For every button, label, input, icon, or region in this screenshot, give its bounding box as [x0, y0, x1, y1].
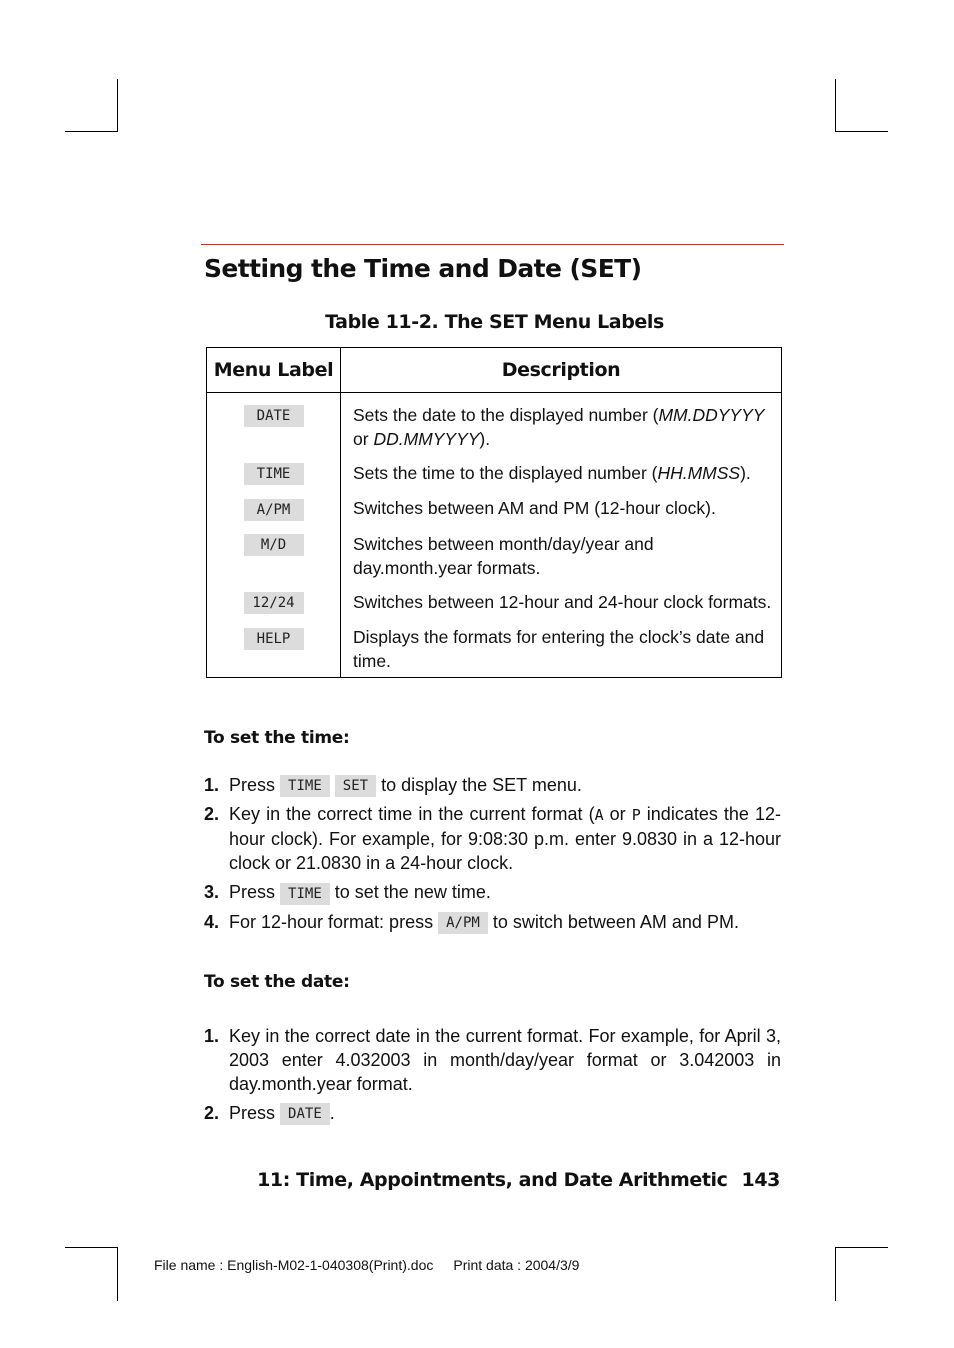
- chapter-title: 11: Time, Appointments, and Date Arithmetic: [257, 1169, 728, 1191]
- set-menu-table: [206, 347, 782, 678]
- section-rule: [201, 244, 784, 245]
- set-key[interactable]: SET: [335, 775, 376, 797]
- set-date-heading: To set the date:: [204, 972, 350, 992]
- list-item: 4. For 12-hour format: press A/PM to switch between AM and PM.: [204, 910, 781, 934]
- table-row: [207, 393, 782, 452]
- table-caption: Table 11-2. The SET Menu Labels: [325, 311, 664, 333]
- ampm-key[interactable]: A/PM: [438, 912, 488, 934]
- table-row: [207, 451, 782, 486]
- time-key[interactable]: TIME: [280, 775, 330, 797]
- date-menu-key[interactable]: DATE: [244, 405, 304, 427]
- crop-mark-bottom-right-h: [835, 1247, 888, 1248]
- table-row: [207, 486, 782, 521]
- table-row: [207, 522, 782, 580]
- list-item: 3. Press TIME to set the new time.: [204, 880, 781, 904]
- clock-format-menu-key[interactable]: 12/24: [244, 592, 304, 614]
- list-item: 1. Press TIME SET to display the SET menu.: [204, 773, 781, 797]
- set-date-steps: [204, 1024, 781, 1130]
- md-menu-key[interactable]: M/D: [244, 534, 304, 556]
- row-description: Switches between month/day/year and day.month.year formats.: [341, 522, 782, 580]
- pm-annunciator: P: [631, 806, 641, 825]
- section-title: Setting the Time and Date (SET): [204, 254, 642, 283]
- set-time-steps: [204, 773, 781, 939]
- list-item: 2. Press DATE .: [204, 1101, 781, 1125]
- column-header-description: Description: [341, 348, 782, 393]
- time-key[interactable]: TIME: [280, 883, 330, 905]
- row-description: Displays the formats for entering the clock’s date and time.: [341, 615, 782, 678]
- crop-mark-bottom-left-h: [65, 1247, 118, 1248]
- file-info: [154, 1257, 579, 1273]
- column-header-menu-label: Menu Label: [207, 348, 341, 393]
- am-annunciator: A: [594, 806, 604, 825]
- crop-mark-bottom-right-v: [835, 1247, 836, 1301]
- table-row: [207, 580, 782, 615]
- row-description: Switches between AM and PM (12-hour clock).: [341, 486, 782, 521]
- help-menu-key[interactable]: HELP: [244, 628, 304, 650]
- crop-mark-top-left-h: [65, 131, 118, 132]
- file-name: File name : English-M02-1-040308(Print).doc: [154, 1257, 434, 1273]
- date-key[interactable]: DATE: [280, 1103, 330, 1125]
- table-row: [207, 615, 782, 678]
- crop-mark-top-right-h: [835, 131, 888, 132]
- row-description: Switches between 12-hour and 24-hour clock formats.: [341, 580, 782, 615]
- crop-mark-bottom-left-v: [117, 1247, 118, 1301]
- crop-mark-top-right-v: [835, 79, 836, 132]
- row-description: Sets the time to the displayed number (HH.MMSS).: [341, 451, 782, 486]
- page-number: 143: [741, 1169, 780, 1191]
- row-description: Sets the date to the displayed number (MM.DDYYYY or DD.MMYYYY).: [341, 393, 782, 452]
- list-item: 2. Key in the correct time in the current format (A or P indicates the 12-hour clock). For example, for 9:08:30 p.m. enter 9.0830 in a 12-hour clock or 21.0830 in a 24-hour clock.: [204, 804, 781, 874]
- print-date: Print data : 2004/3/9: [453, 1257, 580, 1273]
- list-item: 1. Key in the correct date in the current format. For example, for April 3, 2003 enter 4.032003 in month/day/year format or 3.042003 in day.month.year format.: [204, 1026, 781, 1094]
- time-menu-key[interactable]: TIME: [244, 463, 304, 485]
- page-footer: [257, 1169, 780, 1191]
- set-time-heading: To set the time:: [204, 728, 350, 748]
- crop-mark-top-left-v: [117, 79, 118, 132]
- table-header-row: [207, 348, 782, 393]
- ampm-menu-key[interactable]: A/PM: [244, 499, 304, 521]
